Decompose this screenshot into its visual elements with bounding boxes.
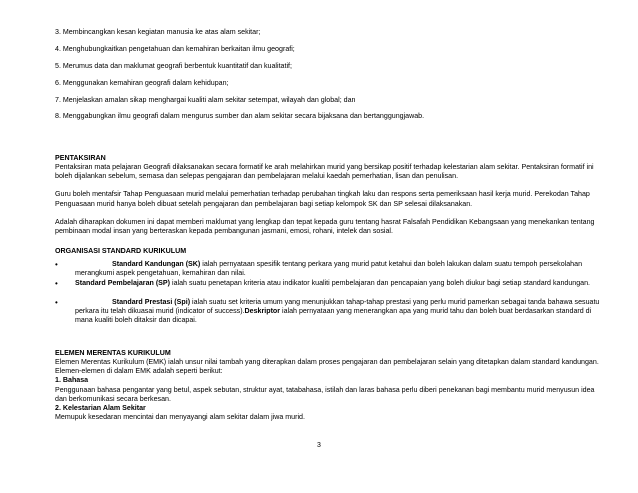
list-item: 4. Menghubungkaitkan pengetahuan dan kemahiran berkaitan ilmu geografi; (55, 45, 295, 53)
list-item: 6. Menggunakan kemahiran geografi dalam kehidupan; (55, 79, 229, 87)
paragraph-line: Pentaksiran mata pelajaran Geografi dilaksanakan secara formatif ke arah melahirkan murid yang bersikap positif terhadap kelestarian alam sekitar. Pentaksiran formatif ini (55, 163, 594, 171)
bullet-icon: • (55, 260, 58, 269)
term-deskriptor: Deskriptor (244, 307, 281, 315)
bullet-line: Standard Pembelajaran (SP) ialah suatu penetapan kriteria atau indikator kualiti pembelajaran dan pencapaian yang boleh diukur bagi setiap standard kandungan. (75, 279, 591, 287)
paragraph-line: Penguasaan murid hanya boleh dibuat setelah pengajaran dan pembelajaran bagi setiap kelompok SK dan SP selesai dilaksanakan. (55, 200, 473, 208)
list-item: 8. Menggabungkan ilmu geografi dalam mengurus sumber dan alam sekitar secara bijaksana dan bertanggungjawab. (55, 112, 425, 120)
bullet-icon: • (55, 298, 58, 307)
term-standard-kandungan: Standard Kandungan (SK) (112, 260, 201, 268)
paragraph-line: Adalah diharapkan dokumen ini dapat memberi maklumat yang lengkap dan tepat kepada guru tentang hasrat Falsafah Pendidikan Kebangsaan yang menekankan tentang (55, 218, 595, 226)
list-item: 7. Menjelaskan amalan sikap menghargai kualiti alam sekitar setempat, wilayah dan global; dan (55, 96, 356, 104)
page-number: 3 (317, 442, 321, 449)
paragraph-line: dan berkomunikasi secara berkesan. (55, 395, 171, 403)
term-standard-prestasi: Standard Prestasi (Spi) (112, 298, 191, 306)
paragraph-line: pembinaan modal insan yang berteraskan kepada pembangunan jasmani, emosi, rohani, intelek dan sosial. (55, 227, 393, 235)
bullet-line: merangkumi aspek pengetahuan, kemahiran dan nilai. (75, 269, 246, 277)
list-item: 3. Membincangkan kesan kegiatan manusia ke atas alam sekitar; (55, 28, 261, 36)
paragraph-line: Guru boleh mentafsir Tahap Penguasaan murid melalui pemerhatian terhadap perubahan tingkah laku dan respons serta pemeriksaan hasil kerja murid. Perekodan Tahap (55, 190, 590, 198)
term-standard-pembelajaran: Standard Pembelajaran (SP) (75, 279, 171, 287)
paragraph-line: Elemen Merentas Kurikulum (EMK) ialah unsur nilai tambah yang diterapkan dalam proses pengajaran dan pembelajaran selain yang ditetapkan dalam standard kandungan. (55, 358, 599, 366)
bullet-line: Standard Prestasi (Spi) ialah suatu set kriteria umum yang menunjukkan tahap-tahap prestasi yang perlu murid pamerkan sebagai tanda bahawa sesuatu (112, 298, 600, 306)
bullet-line: mana kualiti boleh ditaksir dan dicapai. (75, 316, 197, 324)
subheading-bahasa: 1. Bahasa (55, 376, 89, 384)
paragraph-line: Elemen-elemen di dalam EMK adalah seperti berikut: (55, 367, 223, 375)
bullet-icon: • (55, 279, 58, 288)
list-item: 5. Merumus data dan maklumat geografi berbentuk kuantitatif dan kualitatif; (55, 62, 292, 70)
section-heading-elemen: ELEMEN MERENTAS KURIKULUM (55, 349, 171, 357)
paragraph-line: Penggunaan bahasa pengantar yang betul, aspek sebutan, struktur ayat, tatabahasa, istilah dan laras bahasa perlu diberi penekanan bagi membantu murid menyusun idea (55, 386, 595, 394)
bullet-line: perkara itu telah dikuasai murid (indicator of success).Deskriptor ialah pernyataan yang menerangkan apa yang murid tahu dan boleh buat berdasarkan standard di (75, 307, 592, 315)
paragraph-line: Memupuk kesedaran mencintai dan menyayangi alam sekitar dalam jiwa murid. (55, 413, 305, 421)
subheading-kelestarian: 2. Kelestarian Alam Sekitar (55, 404, 146, 412)
section-heading-organisasi: ORGANISASI STANDARD KURIKULUM (55, 247, 187, 255)
section-heading-pentaksiran: PENTAKSIRAN (55, 154, 106, 162)
bullet-line: Standard Kandungan (SK) ialah pernyataan spesifik tentang perkara yang murid patut ketahui dan boleh lakukan dalam suatu tempoh persekolahan (112, 260, 583, 268)
paragraph-line: boleh dijalankan sebelum, semasa dan selepas pengajaran dan pembelajaran melalui kaedah pemerhatian, lisan dan penulisan. (55, 172, 459, 180)
